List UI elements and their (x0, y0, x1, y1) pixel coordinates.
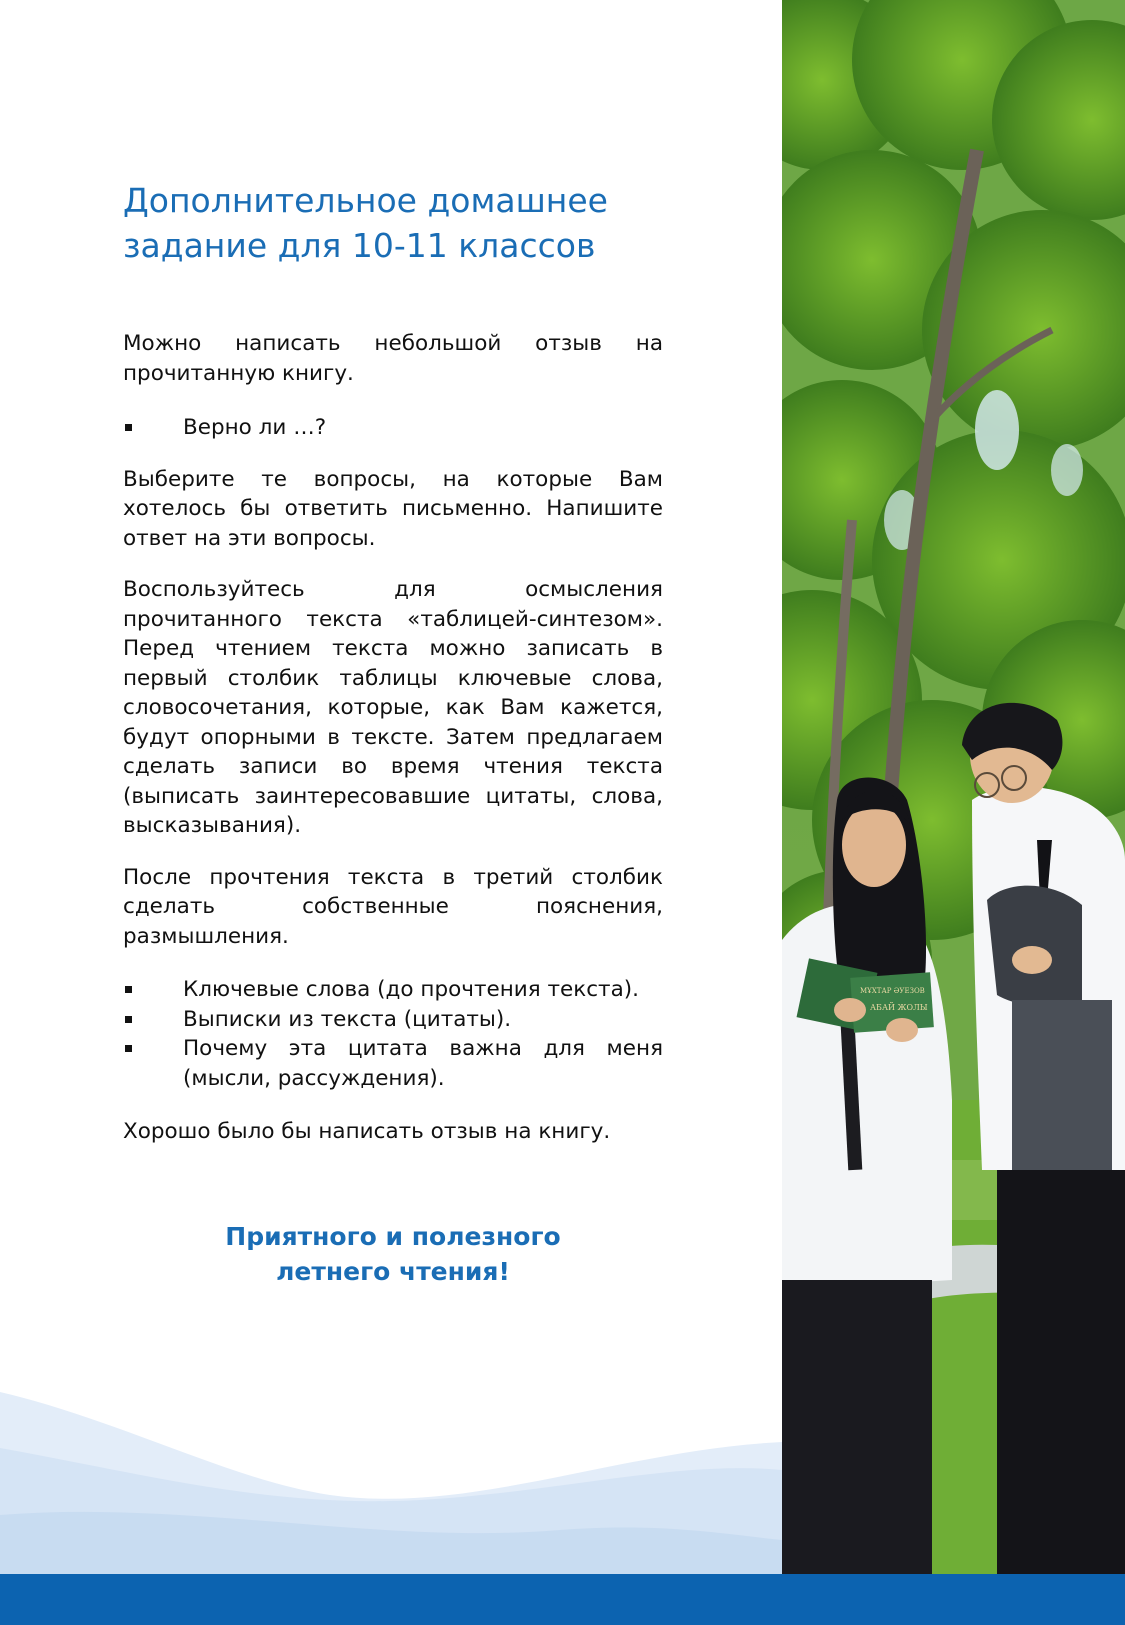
list-item-text: Верно ли …? (183, 415, 327, 440)
list-item (123, 413, 663, 443)
bullet-square-icon (125, 1016, 132, 1023)
bullet-square-icon (125, 986, 132, 993)
list-item-text: Ключевые слова (до прочтения текста). (183, 977, 639, 1002)
list-item (123, 1005, 663, 1035)
intro-paragraph: Можно написать небольшой отзыв на прочитанную книгу. (123, 331, 663, 386)
page-title-line-1: Дополнительное домашнее (123, 181, 608, 220)
closing-line-1: Приятного и полезного (225, 1221, 561, 1251)
list-item (123, 1034, 663, 1093)
choose-questions-paragraph: Выберите те вопросы, на которые Вам хотелось бы ответить письменно. Напишите ответ на эти вопросы. (123, 466, 663, 551)
list-item (123, 975, 663, 1005)
decorative-waves (0, 1330, 782, 1575)
review-note: Хорошо было бы написать отзыв на книгу. (123, 1119, 611, 1144)
after-reading-paragraph: После прочтения текста в третий столбик сделать собственные пояснения, размышления. (123, 864, 663, 949)
synthesis-table-paragraph: Воспользуйтесь для осмысления прочитанного текста «таблицей-синтезом». Перед чтением текста можно записать в первый столбик таблицы ключевые слова, словосочетания, которые, как Вам кажется, будут опорными в тексте. Затем предлагаем сделать записи во время чтения текста (выписать заинтересовавшие цитаты, слова, высказывания). (123, 577, 663, 838)
list-item-text: Выписки из текста (цитаты). (183, 1006, 512, 1032)
table-columns-list (123, 975, 663, 1093)
book-author-text: МҰХТАР ӘУЕЗОВ (860, 987, 925, 995)
page-title (123, 178, 663, 268)
bullet-square-icon (125, 424, 132, 431)
closing-wish (123, 1219, 663, 1289)
photo-illustration (782, 0, 1125, 1574)
book-title-text: АБАЙ ЖОЛЫ (870, 1003, 928, 1012)
footer-band (0, 1574, 1125, 1625)
students-reading-photo (782, 0, 1125, 1574)
list-item-text: Почему эта цитата важна для меня (мысли, рассуждения). (183, 1036, 663, 1091)
closing-line-2: летнего чтения! (276, 1256, 510, 1286)
bullet-square-icon (125, 1045, 132, 1052)
main-text-column (123, 178, 663, 1289)
page-title-line-2: задание для 10-11 классов (123, 226, 596, 265)
question-list (123, 413, 663, 443)
